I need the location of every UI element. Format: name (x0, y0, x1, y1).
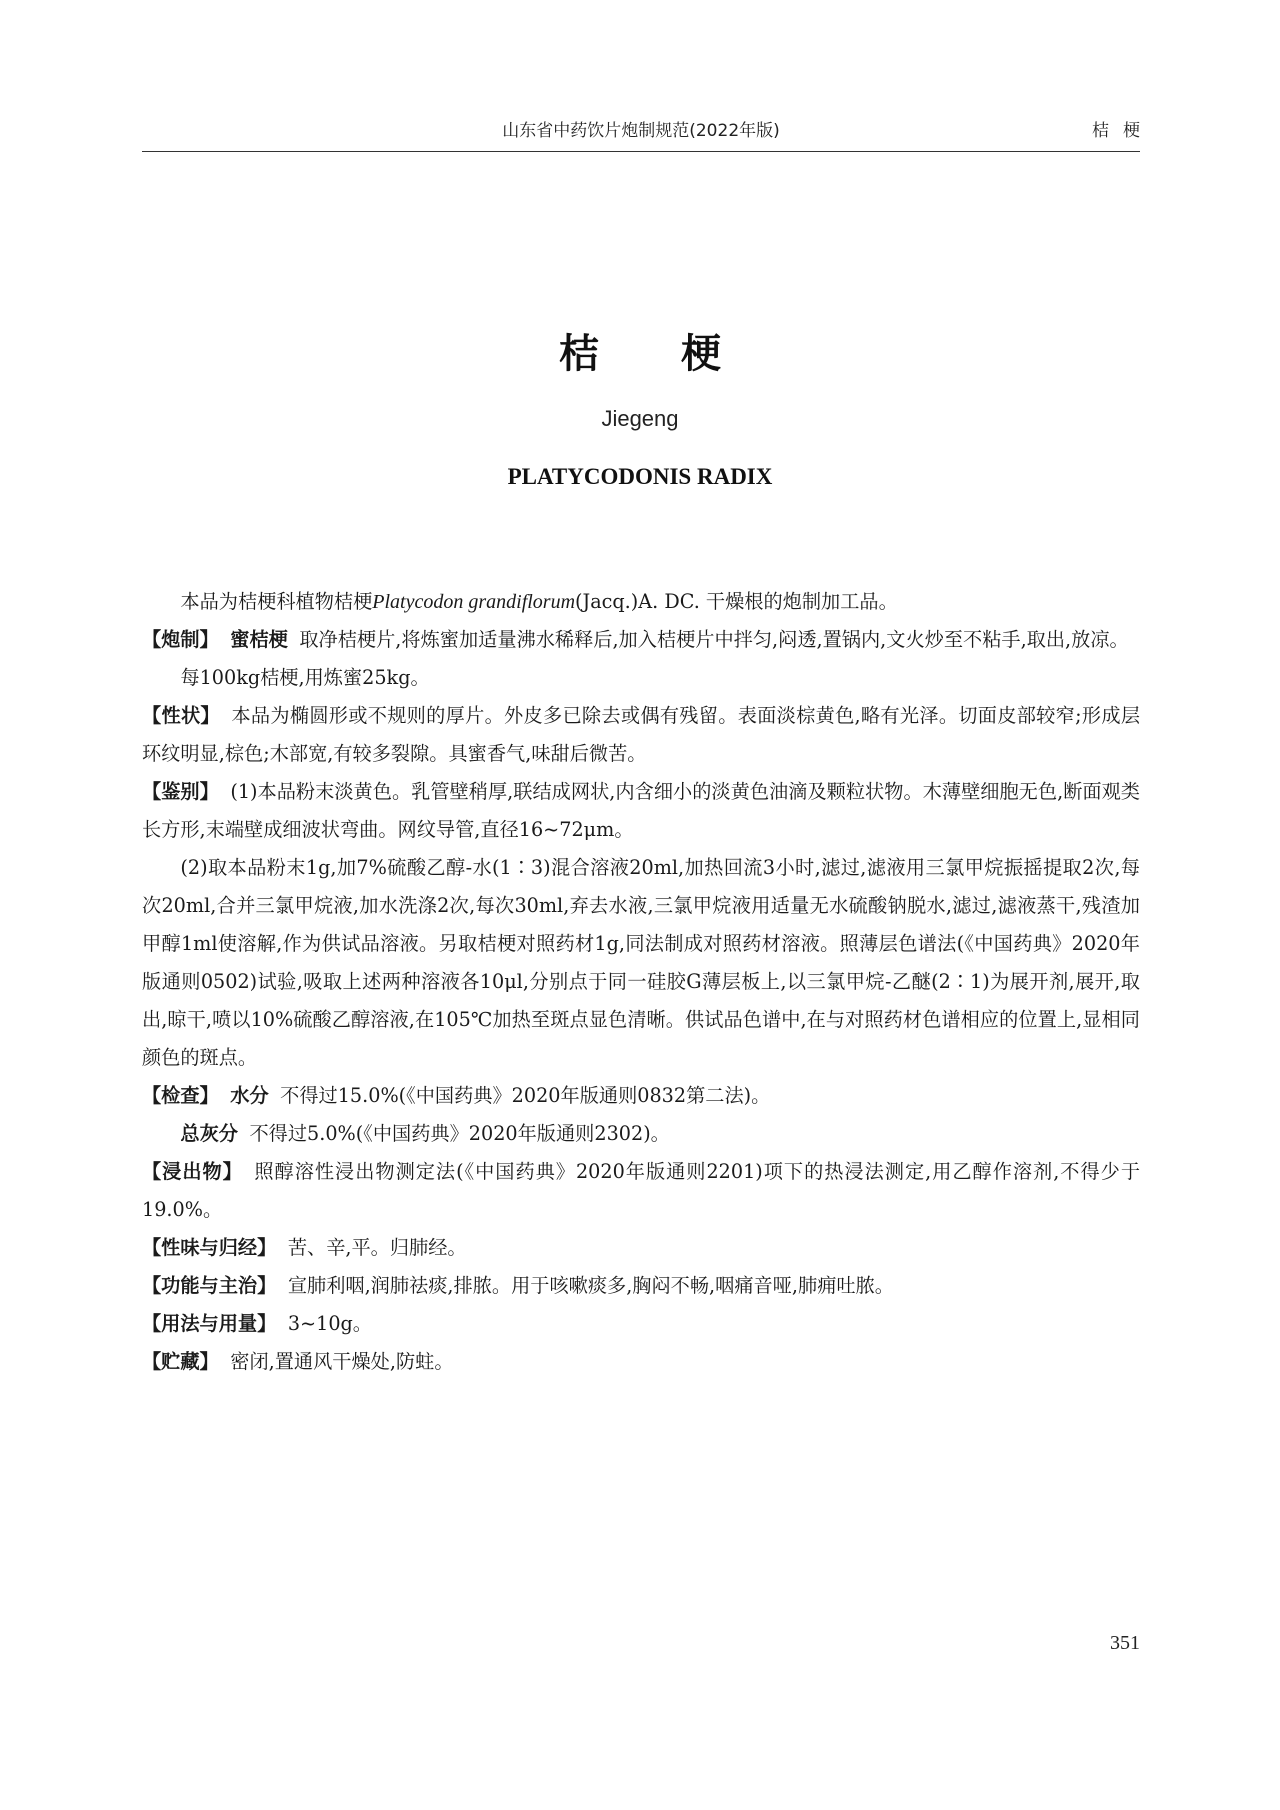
function-label: 【功能与主治】 (142, 1274, 277, 1297)
characters-paragraph (142, 697, 1140, 773)
storage-paragraph (142, 1343, 1140, 1381)
identification-paragraph (142, 773, 1140, 849)
page-title: 桔 梗 (559, 331, 755, 377)
characters-label: 【性状】 (142, 704, 220, 727)
nature-label: 【性味与归经】 (142, 1236, 277, 1259)
extract-text: 照醇溶性浸出物测定法(《中国药典》2020年版通则2201)项下的热浸法测定,用乙醇作溶剂,不得少于19.0%。 (142, 1160, 1141, 1221)
processing-note: 每100kg桔梗,用炼蜜25kg。 (180, 666, 430, 689)
ash-label: 总灰分 (180, 1122, 238, 1145)
processing-paragraph (142, 621, 1140, 659)
nature-paragraph (142, 1229, 1140, 1267)
function-paragraph (142, 1267, 1140, 1305)
processing-label: 【炮制】 (142, 628, 219, 651)
identification-label: 【鉴别】 (142, 780, 219, 803)
usage-paragraph (142, 1305, 1140, 1343)
usage-label: 【用法与用量】 (142, 1312, 277, 1335)
moisture-label: 水分 (230, 1084, 269, 1107)
storage-text: 密闭,置通风干燥处,防蛀。 (230, 1350, 454, 1373)
intro-paragraph (142, 583, 1140, 621)
characters-text: 本品为椭圆形或不规则的厚片。外皮多已除去或偶有残留。表面淡棕黄色,略有光泽。切面皮部较窄;形成层环纹明显,棕色;木部宽,有较多裂隙。具蜜香气,味甜后微苦。 (142, 704, 1141, 765)
nature-text: 苦、辛,平。归肺经。 (287, 1236, 467, 1259)
processing-text: 取净桔梗片,将炼蜜加适量沸水稀释后,加入桔梗片中拌匀,闷透,置锅内,文火炒至不粘手,取出,放凉。 (299, 628, 1129, 651)
section-title: 桔梗 (1092, 121, 1154, 141)
intro-latin-name: Platycodon grandiflorum (372, 591, 576, 613)
header-rule (142, 151, 1140, 152)
pinyin-title: Jiegeng (601, 406, 679, 431)
book-title: 山东省中药饮片炮制规范(2022年版) (502, 121, 780, 141)
latin-title: PLATYCODONIS RADIX (507, 464, 773, 489)
usage-text: 3~10g。 (287, 1312, 372, 1335)
function-text: 宣肺利咽,润肺祛痰,排脓。用于咳嗽痰多,胸闷不畅,咽痛音哑,肺痈吐脓。 (287, 1274, 894, 1297)
extract-label: 【浸出物】 (142, 1160, 243, 1183)
intro-before: 本品为桔梗科植物桔梗 (180, 590, 373, 613)
inspection-label: 【检查】 (142, 1084, 219, 1107)
moisture-text: 不得过15.0%(《中国药典》2020年版通则0832第二法)。 (280, 1084, 771, 1107)
identification-item2: (2)取本品粉末1g,加7%硫酸乙醇-水(1∶3)混合溶液20ml,加热回流3小时,滤过,滤液用三氯甲烷振摇提取2次,每次20ml,合并三氯甲烷液,加水洗涤2次,每次30ml,弃去水液,三氯甲烷液用适量无水硫酸钠脱水,滤过,滤液蒸干,残渣加甲醇1ml使溶解,作为供试品溶液。另取桔梗对照药材1g,同法制成对照药材溶液。照薄层色谱法(《中国药典》2020年版通则0502)试验,吸取上述两种溶液各10μl,分别点于同一硅胶G薄层板上,以三氯甲烷-乙醚(2∶1)为展开剂,展开,取出,晾干,喷以10%硫酸乙醇溶液,在105℃加热至斑点显色清晰。供试品色谱中,在与对照药材色谱相应的位置上,显相同颜色的斑点。 (142, 856, 1140, 1069)
monograph-body (142, 583, 1140, 1381)
identification-item1: (1)本品粉末淡黄色。乳管壁稍厚,联结成网状,内含细小的淡黄色油滴及颗粒状物。木薄壁细胞无色,断面观类长方形,末端壁成细波状弯曲。网纹导管,直径16~72μm。 (142, 780, 1140, 841)
page-number: 351 (1110, 1632, 1140, 1654)
running-header (142, 116, 1154, 146)
storage-label: 【贮藏】 (142, 1350, 219, 1373)
extract-paragraph (142, 1153, 1140, 1229)
intro-after: (Jacq.)A. DC. 干燥根的炮制加工品。 (575, 590, 898, 613)
inspection-paragraph (142, 1077, 1140, 1115)
ash-text: 不得过5.0%(《中国药典》2020年版通则2302)。 (249, 1122, 670, 1145)
processing-sub-label: 蜜桔梗 (230, 628, 288, 651)
ash-paragraph (142, 1115, 1140, 1153)
